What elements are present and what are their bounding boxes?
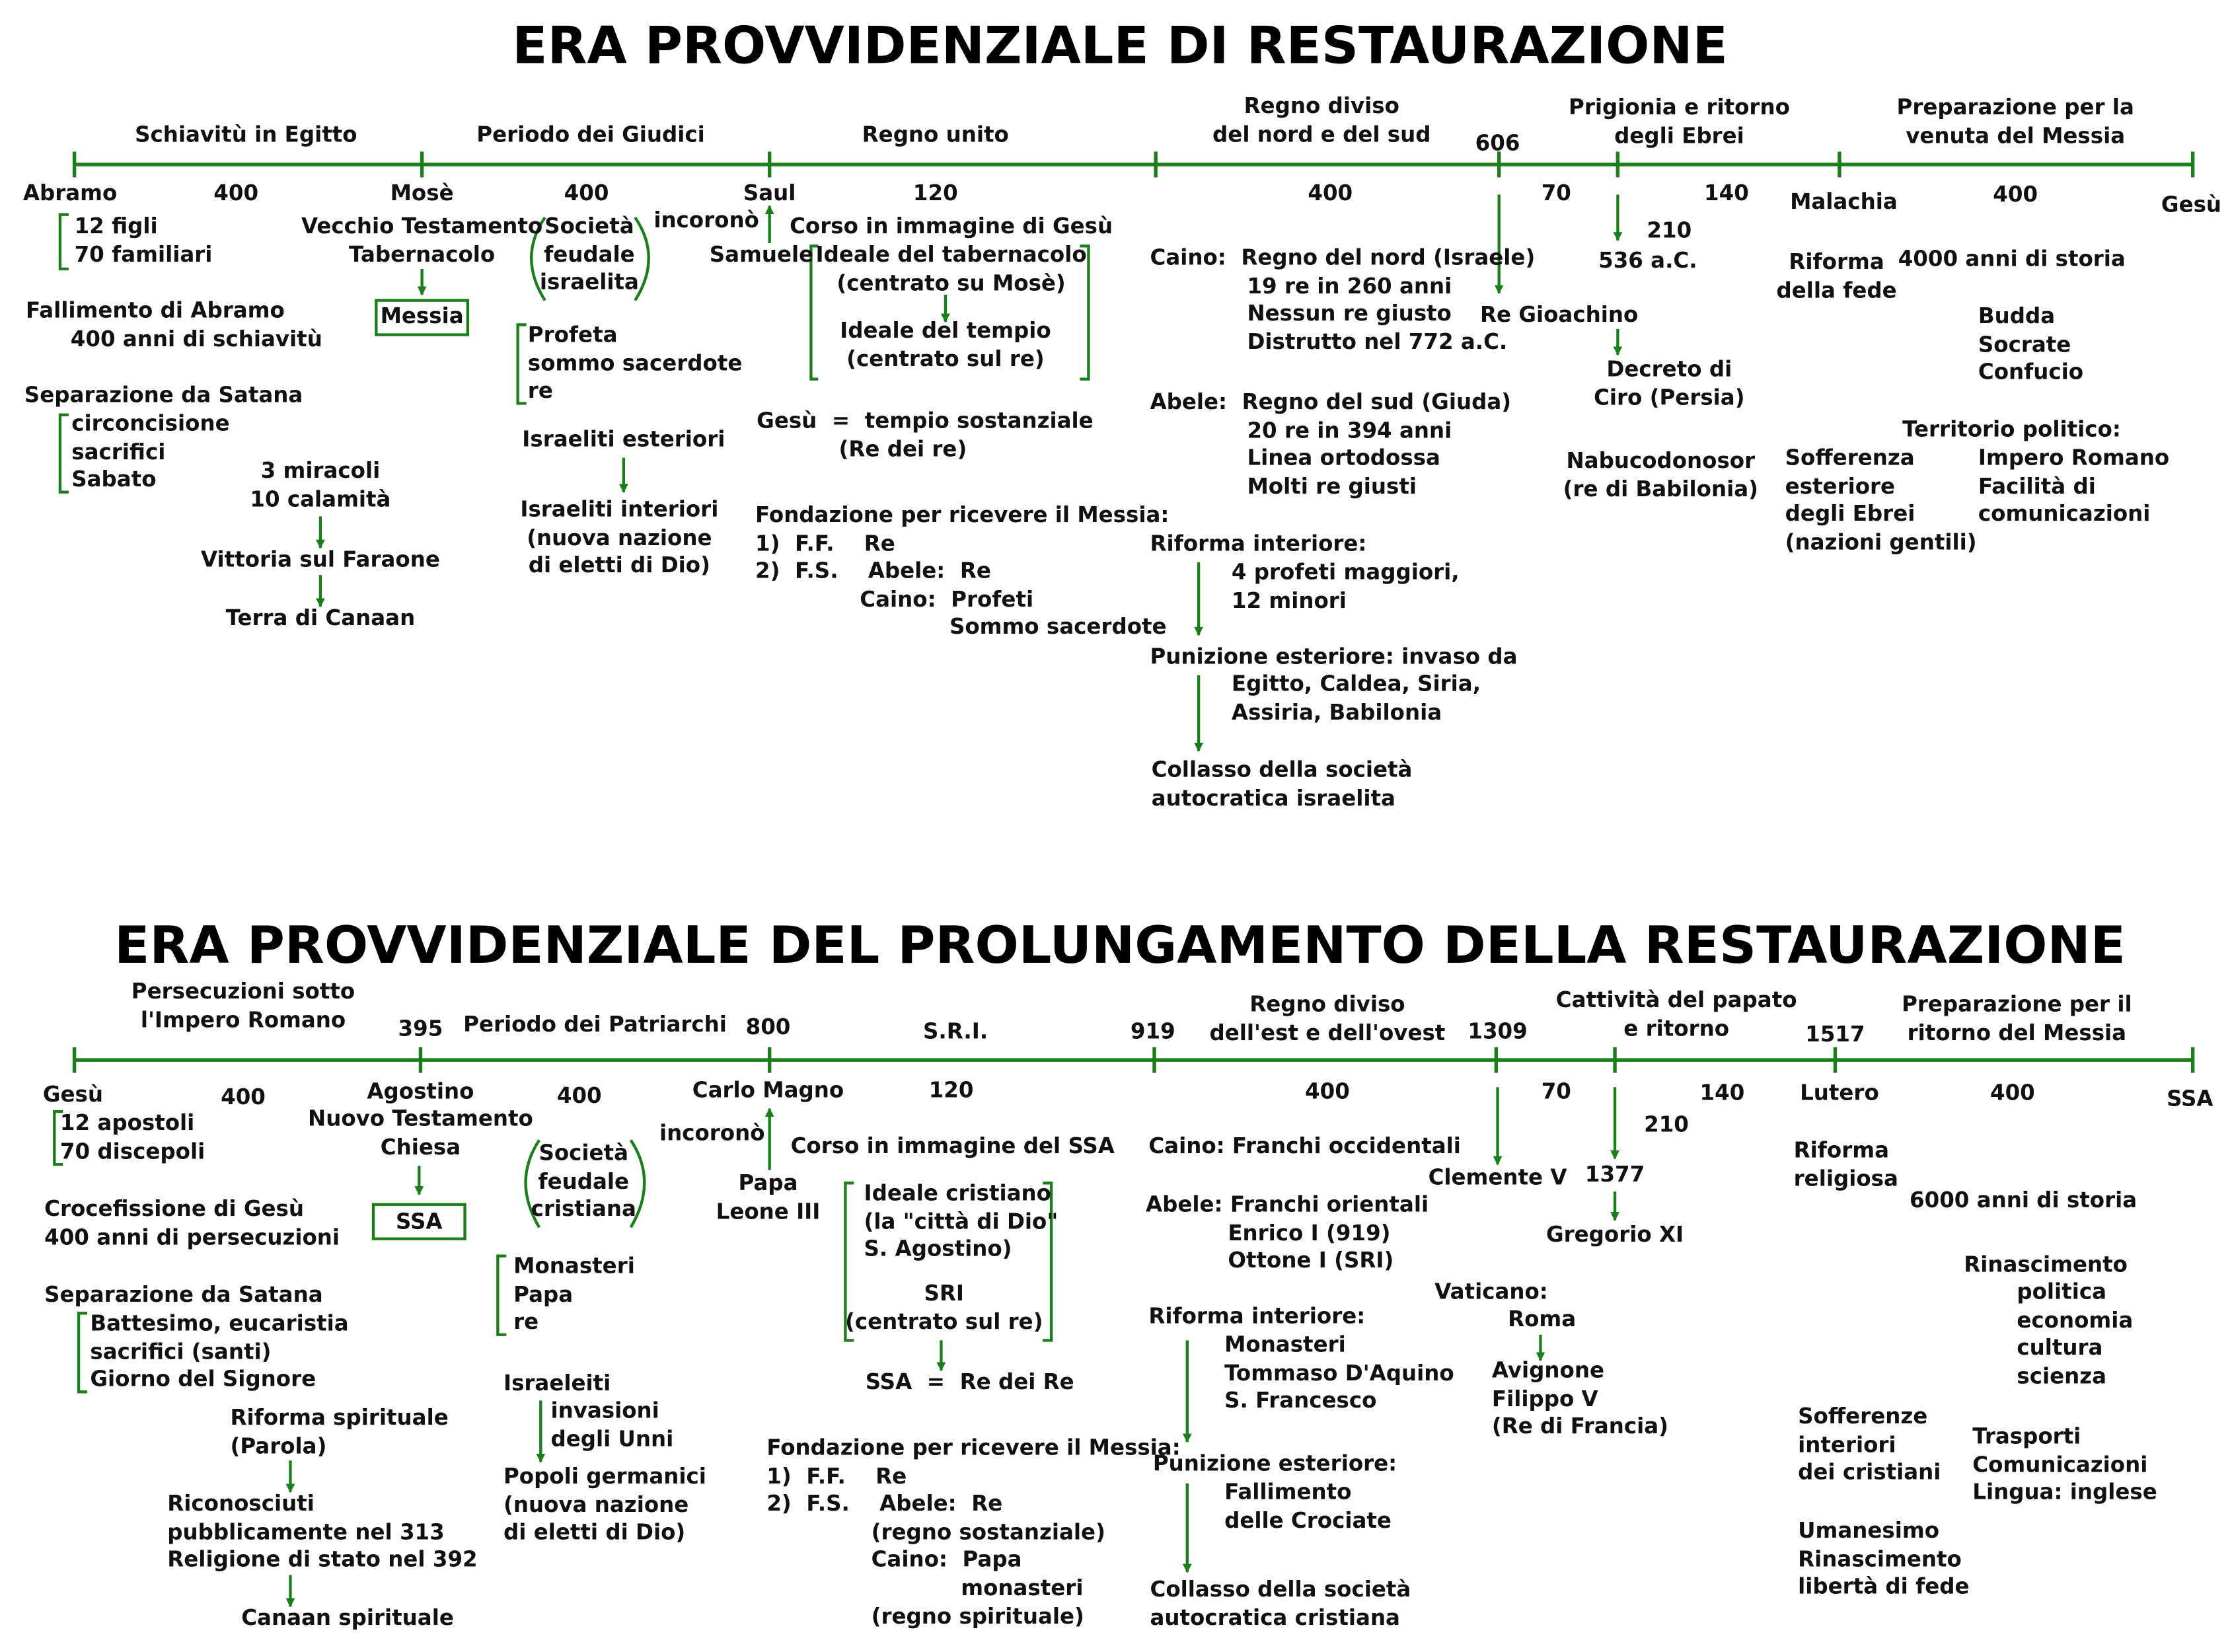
- storia-6000-text: 6000 anni di storia: [1910, 1187, 2137, 1213]
- collasso-cristiana-text: Collasso della società autocratica cristiana: [1150, 1576, 1411, 1630]
- period-regno-diviso: Regno diviso dell'est e dell'ovest: [1209, 991, 1446, 1045]
- caino-nord-text: Caino: Regno del nord (Israele) 19 re in 260 anni Nessun re giusto Distrutto nel 772 a.C.: [1150, 244, 1536, 355]
- samuele-text: Samuele: [709, 241, 814, 268]
- mark-400: 400: [213, 180, 259, 206]
- israeleiti-text: Israeleiti: [503, 1370, 611, 1396]
- mark-140: 140: [1699, 1080, 1745, 1106]
- figli-text: 12 figli 70 familiari: [74, 213, 213, 267]
- riforma-religiosa-text: Riforma religiosa: [1793, 1137, 1898, 1191]
- riforma-list: Monasteri Tommaso D'Aquino S. Francesco: [1224, 1332, 1454, 1414]
- incorono-text: incoronò: [653, 207, 759, 233]
- canaan-text: Terra di Canaan: [225, 605, 416, 631]
- mark-gesu: Gesù: [2161, 192, 2222, 218]
- mark-400: 400: [1308, 180, 1353, 206]
- apostoli-text: 12 apostoli 70 discepoli: [59, 1109, 205, 1164]
- mark-70: 70: [1541, 1078, 1571, 1105]
- title-top: ERA PROVVIDENZIALE DI RESTAURAZIONE: [512, 17, 1728, 76]
- territorio-text: Territorio politico:: [1902, 416, 2121, 442]
- papa-leone-text: Papa Leone III: [716, 1170, 821, 1224]
- mark-400: 400: [1993, 181, 2038, 207]
- year-210: 210: [1647, 217, 1692, 244]
- avignone-text: Avignone Filippo V (Re di Francia): [1491, 1357, 1669, 1440]
- invasioni-text: invasioni degli Unni: [550, 1398, 674, 1452]
- clemente-text: Clemente V: [1428, 1164, 1567, 1191]
- crocefissione-text: Crocefissione di Gesù 400 anni di persecuzioni: [44, 1195, 340, 1250]
- ideale-tabernacolo-text: Ideale del tabernacolo (centrato su Mosè): [815, 241, 1087, 296]
- period-regno-unito: Regno unito: [862, 122, 1009, 147]
- abele-franchi-text: Abele: Franchi orientali Enrico I (919) Ottone I (SRI): [1146, 1191, 1429, 1274]
- year-1377: 1377: [1584, 1161, 1645, 1187]
- punizione-text: Punizione esteriore: invaso da: [1150, 644, 1518, 670]
- period-preparazione: Preparazione per il ritorno del Messia: [1902, 991, 2132, 1045]
- mark-400: 400: [221, 1084, 266, 1110]
- invasori-text: Egitto, Caldea, Siria, Assiria, Babilonia: [1231, 671, 1481, 725]
- riconosciuti-text: Riconosciuti pubblicamente nel 313 Religione di stato nel 392: [167, 1490, 478, 1573]
- mark-abramo: Abramo: [22, 180, 118, 206]
- abele-sud-text: Abele: Regno del sud (Giuda) 20 re in 394 anni Linea ortodossa Molti re giusti: [1150, 389, 1512, 500]
- storia-4000-text: 4000 anni di storia: [1898, 246, 2126, 272]
- caino-franchi-text: Caino: Franchi occidentali: [1148, 1133, 1461, 1159]
- period-prigionia: Prigionia e ritorno degli Ebrei: [1569, 94, 1790, 149]
- rinascimento-heading: Rinascimento: [1964, 1252, 2128, 1278]
- gregorio-text: Gregorio XI: [1545, 1221, 1684, 1248]
- corso-ssa-text: Corso in immagine del SSA: [790, 1133, 1115, 1159]
- mark-mose: Mosè: [390, 180, 454, 206]
- miracoli-text: 3 miracoli 10 calamità: [250, 457, 391, 512]
- fallimento-text: Fallimento di Abramo 400 anni di schiavitù: [25, 297, 322, 352]
- riforma-interiore-text: Riforma interiore:: [1148, 1303, 1366, 1330]
- israeliti-interiori-text: Israeliti interiori (nuova nazione di eletti di Dio): [520, 496, 719, 578]
- trasporti-text: Trasporti Comunicazioni Lingua: inglese: [1972, 1423, 2157, 1505]
- incorono-text: incoronò: [659, 1120, 765, 1146]
- gesu-tempio-text: Gesù = tempio sostanziale (Re dei re): [757, 407, 1094, 462]
- re-gioachino-text: Re Gioachino: [1479, 301, 1639, 328]
- israeliti-esteriori-text: Israeliti esteriori: [522, 426, 725, 453]
- year-395: 395: [398, 1016, 443, 1041]
- mark-agostino: Agostino: [367, 1078, 474, 1105]
- separazione-list: circoncisione sacrifici Sabato: [71, 410, 230, 493]
- year-800: 800: [745, 1014, 791, 1040]
- period-patriarchi: Periodo dei Patriarchi: [463, 1011, 727, 1037]
- mark-120: 120: [912, 180, 958, 206]
- roma-text: Roma: [1508, 1306, 1577, 1332]
- ideale-cristiano-text: Ideale cristiano (la "città di Dio" S. Agostino): [864, 1180, 1059, 1262]
- vaticano-text: Vaticano:: [1434, 1279, 1548, 1305]
- nuovo-testamento-text: Nuovo Testamento Chiesa: [308, 1106, 533, 1160]
- fondazione-text: Fondazione per ricevere il Messia: 1) F.F. Re 2) F.S. Abele: Re (regno sostanziale) Caino: Papa monasteri (regno spirituale): [766, 1435, 1181, 1629]
- rinascimento-list: politica economia cultura scienza: [2017, 1279, 2134, 1389]
- sofferenze-text: Sofferenze interiori dei cristiani: [1798, 1403, 1941, 1485]
- period-schiavitu: Schiavitù in Egitto: [135, 122, 357, 147]
- filosofi-text: Budda Socrate Confucio: [1978, 303, 2084, 385]
- monasteri-papa-text: Monasteri Papa re: [513, 1253, 635, 1335]
- mark-70: 70: [1541, 180, 1571, 206]
- title-bottom: ERA PROVVIDENZIALE DEL PROLUNGAMENTO DELLA RESTAURAZIONE: [114, 917, 2126, 976]
- umanesimo-text: Umanesimo Rinascimento libertà di fede: [1798, 1517, 1970, 1600]
- societa-cristiana-text: Società feudale cristiana: [531, 1140, 636, 1222]
- mark-carlo-magno: Carlo Magno: [692, 1077, 844, 1104]
- mark-gesu: Gesù: [42, 1081, 103, 1108]
- profeti-text: 4 profeti maggiori, 12 minori: [1231, 559, 1460, 613]
- mark-malachia: Malachia: [1790, 188, 1898, 215]
- crociate-text: Fallimento delle Crociate: [1224, 1479, 1392, 1533]
- riforma-interiore-text: Riforma interiore:: [1150, 531, 1367, 557]
- ideale-tempio-text: Ideale del tempio (centrato sul re): [840, 317, 1051, 371]
- messia-label: Messia: [380, 303, 464, 329]
- mark-120: 120: [928, 1077, 974, 1104]
- nabucodonosor-text: Nabucodonosor (re di Babilonia): [1563, 447, 1759, 502]
- riforma-spirituale-text: Riforma spirituale (Parola): [230, 1404, 449, 1459]
- popoli-germanici-text: Popoli germanici (nuova nazione di eletti di Dio): [503, 1463, 706, 1546]
- ssa-label: SSA: [396, 1209, 443, 1235]
- year-1517: 1517: [1805, 1021, 1865, 1047]
- riforma-fede-text: Riforma della fede: [1776, 248, 1897, 303]
- period-cattivita: Cattività del papato e ritorno: [1555, 987, 1797, 1041]
- collasso-israelita-text: Collasso della società autocratica israelita: [1151, 757, 1413, 811]
- vittoria-text: Vittoria sul Faraone: [200, 546, 440, 572]
- separazione-heading: Separazione da Satana: [24, 382, 303, 408]
- mark-400: 400: [556, 1082, 602, 1109]
- year-536: 536 a.C.: [1598, 247, 1697, 274]
- period-persecuzioni: Persecuzioni sotto l'Impero Romano: [131, 978, 355, 1033]
- separazione-heading: Separazione da Satana: [44, 1281, 323, 1308]
- decreto-ciro-text: Decreto di Ciro (Persia): [1594, 356, 1745, 410]
- mark-saul: Saul: [743, 180, 796, 206]
- punizione-text: Punizione esteriore:: [1152, 1450, 1397, 1477]
- year-1309: 1309: [1468, 1018, 1528, 1045]
- mark-400: 400: [1305, 1078, 1350, 1105]
- sofferenza-text: Sofferenza esteriore degli Ebrei (nazioni gentili): [1785, 445, 1977, 555]
- year-606: 606: [1475, 130, 1520, 156]
- period-giudici: Periodo dei Giudici: [476, 122, 705, 147]
- year-210: 210: [1644, 1111, 1689, 1138]
- vecchio-testamento-text: Vecchio Testamento Tabernacolo: [301, 213, 543, 267]
- separazione-list: Battesimo, eucaristia sacrifici (santi) Giorno del Signore: [90, 1310, 349, 1392]
- mark-140: 140: [1704, 180, 1749, 206]
- mark-ssa: SSA: [2167, 1086, 2213, 1112]
- mark-400: 400: [1989, 1080, 2035, 1106]
- year-919: 919: [1130, 1018, 1175, 1045]
- fondazione-text: Fondazione per ricevere il Messia: 1) F.F. Re 2) F.S. Abele: Re Caino: Profeti Sommo sacerdote: [755, 502, 1170, 640]
- period-regno-diviso: Regno diviso del nord e del sud: [1212, 93, 1431, 147]
- corso-gesu-text: Corso in immagine di Gesù: [790, 213, 1113, 239]
- impero-romano-text: Impero Romano Facilità di comunicazioni: [1978, 445, 2170, 527]
- mark-lutero: Lutero: [1800, 1080, 1879, 1106]
- canaan-spirituale-text: Canaan spirituale: [241, 1604, 454, 1631]
- period-sri: S.R.I.: [923, 1018, 988, 1045]
- profeta-text: Profeta sommo sacerdote re: [527, 322, 743, 404]
- mark-400: 400: [564, 180, 609, 206]
- societa-israelita-text: Società feudale israelita: [539, 213, 639, 295]
- ssa-re-text: SSA = Re dei Re: [865, 1369, 1074, 1395]
- period-preparazione: Preparazione per la venuta del Messia: [1896, 94, 2134, 149]
- sri-box-text: SRI (centrato sul re): [844, 1280, 1043, 1334]
